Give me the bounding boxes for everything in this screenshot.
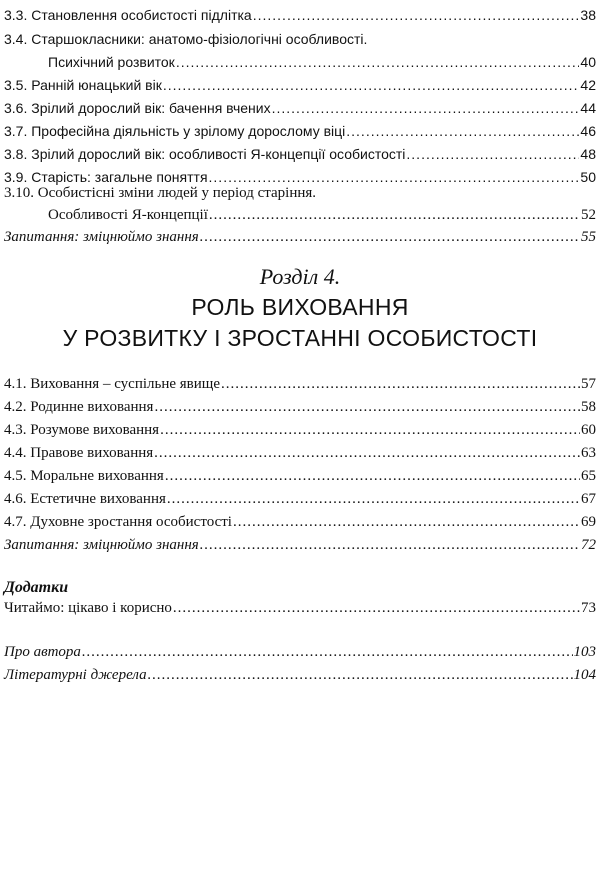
toc-entry-title: 3.8. Зрілий дорослий вік: особливості Я-концепції особистості bbox=[4, 146, 406, 162]
dot-leader bbox=[406, 144, 579, 164]
appendix-heading: Додатки bbox=[4, 579, 69, 596]
toc-entry bbox=[48, 205, 596, 225]
dot-leader bbox=[253, 5, 580, 25]
dot-leader bbox=[154, 443, 580, 463]
toc-entry bbox=[48, 52, 596, 72]
dot-leader bbox=[165, 466, 580, 486]
section-number: Розділ 4. bbox=[259, 264, 341, 289]
toc-entry-page: 104 bbox=[573, 667, 596, 683]
toc-entry bbox=[4, 443, 596, 463]
toc-entry-title: 4.6. Естетичне виховання bbox=[4, 491, 166, 507]
toc-entry-page: 72 bbox=[581, 537, 596, 553]
toc-entry bbox=[4, 397, 596, 417]
toc-entry bbox=[4, 227, 596, 247]
dot-leader bbox=[176, 52, 580, 72]
toc-entry-page: 40 bbox=[580, 54, 596, 70]
toc-entry bbox=[4, 98, 596, 118]
toc-entry-page: 58 bbox=[581, 399, 596, 415]
dot-leader bbox=[221, 374, 580, 394]
toc-entry-page: 44 bbox=[580, 100, 596, 116]
dot-leader bbox=[209, 205, 580, 225]
toc-entry bbox=[4, 598, 596, 618]
toc-entry-title: 3.5. Ранній юнацький вік bbox=[4, 77, 162, 93]
toc-entry-title: Особливості Я-концепції bbox=[48, 207, 208, 223]
dot-leader bbox=[233, 512, 580, 532]
toc-entry bbox=[4, 665, 596, 685]
toc-entry-title: 3.7. Професійна діяльність у зрілому дорослому віці bbox=[4, 123, 346, 139]
toc-entry bbox=[4, 374, 596, 394]
toc-entry-page: 65 bbox=[581, 468, 596, 484]
toc-entry-page: 38 bbox=[580, 7, 596, 23]
toc-entry bbox=[4, 144, 596, 164]
toc-entry-page: 52 bbox=[581, 207, 596, 223]
section-title-line1: РОЛЬ ВИХОВАННЯ bbox=[191, 294, 409, 320]
toc-entry-page: 73 bbox=[581, 600, 596, 616]
toc-entry bbox=[4, 121, 596, 141]
toc-entry-title: 4.1. Виховання – суспільне явище bbox=[4, 376, 220, 392]
toc-entry-title-line1: 3.4. Старшокласники: анатомо-фізіологічні особливості. bbox=[4, 31, 368, 47]
toc-entry-title: Про автора bbox=[4, 644, 81, 660]
dot-leader bbox=[200, 535, 580, 555]
toc-entry bbox=[4, 642, 596, 662]
toc-entry-page: 57 bbox=[581, 376, 596, 392]
toc-entry-title: 4.2. Родинне виховання bbox=[4, 399, 154, 415]
toc-entry bbox=[4, 5, 596, 25]
dot-leader bbox=[160, 420, 580, 440]
dot-leader bbox=[272, 98, 580, 118]
toc-entry-page: 69 bbox=[581, 514, 596, 530]
dot-leader bbox=[173, 598, 580, 618]
toc-entry-page: 55 bbox=[581, 229, 596, 245]
toc-entry bbox=[4, 75, 596, 95]
dot-leader bbox=[82, 642, 573, 662]
section-title-line2: У РОЗВИТКУ І ЗРОСТАННІ ОСОБИСТОСТІ bbox=[62, 325, 538, 351]
toc-entry-title: Запитання: зміцнюймо знання bbox=[4, 537, 199, 553]
toc-entry-title: Літературні джерела bbox=[4, 667, 147, 683]
toc-entry bbox=[4, 512, 596, 532]
toc-entry bbox=[4, 466, 596, 486]
toc-entry-page: 60 bbox=[581, 422, 596, 438]
toc-entry-page: 46 bbox=[580, 123, 596, 139]
toc-entry-page: 42 bbox=[580, 77, 596, 93]
toc-entry-page: 67 bbox=[581, 491, 596, 507]
toc-entry-title: Запитання: зміцнюймо знання bbox=[4, 229, 199, 245]
toc-entry-title: 4.3. Розумове виховання bbox=[4, 422, 160, 438]
toc-entry-title-line1: 3.10. Особистісні зміни людей у період старіння. bbox=[4, 185, 317, 201]
dot-leader bbox=[148, 665, 573, 685]
dot-leader bbox=[346, 121, 579, 141]
toc-entry-title: Психічний розвиток bbox=[48, 54, 175, 70]
toc-entry-page: 103 bbox=[573, 644, 596, 660]
toc-entry-title: 3.6. Зрілий дорослий вік: бачення вчених bbox=[4, 100, 271, 116]
toc-entry-page: 63 bbox=[581, 445, 596, 461]
toc-entry-page: 50 bbox=[580, 169, 596, 185]
dot-leader bbox=[167, 489, 580, 509]
toc-entry-title: 3.3. Становлення особистості підлітка bbox=[4, 7, 252, 23]
dot-leader bbox=[200, 227, 580, 247]
dot-leader bbox=[154, 397, 580, 417]
toc-entry-title: 4.7. Духовне зростання особистості bbox=[4, 514, 232, 530]
dot-leader bbox=[163, 75, 580, 95]
toc-entry bbox=[4, 420, 596, 440]
toc-entry bbox=[4, 535, 596, 555]
toc-entry-title: 4.5. Моральне виховання bbox=[4, 468, 164, 484]
toc-entry-page: 48 bbox=[580, 146, 596, 162]
toc-entry bbox=[4, 489, 596, 509]
toc-entry-title: 3.9. Старість: загальне поняття bbox=[4, 169, 208, 185]
toc-entry-title: 4.4. Правове виховання bbox=[4, 445, 154, 461]
toc-entry-title: Читаймо: цікаво і корисно bbox=[4, 600, 172, 616]
